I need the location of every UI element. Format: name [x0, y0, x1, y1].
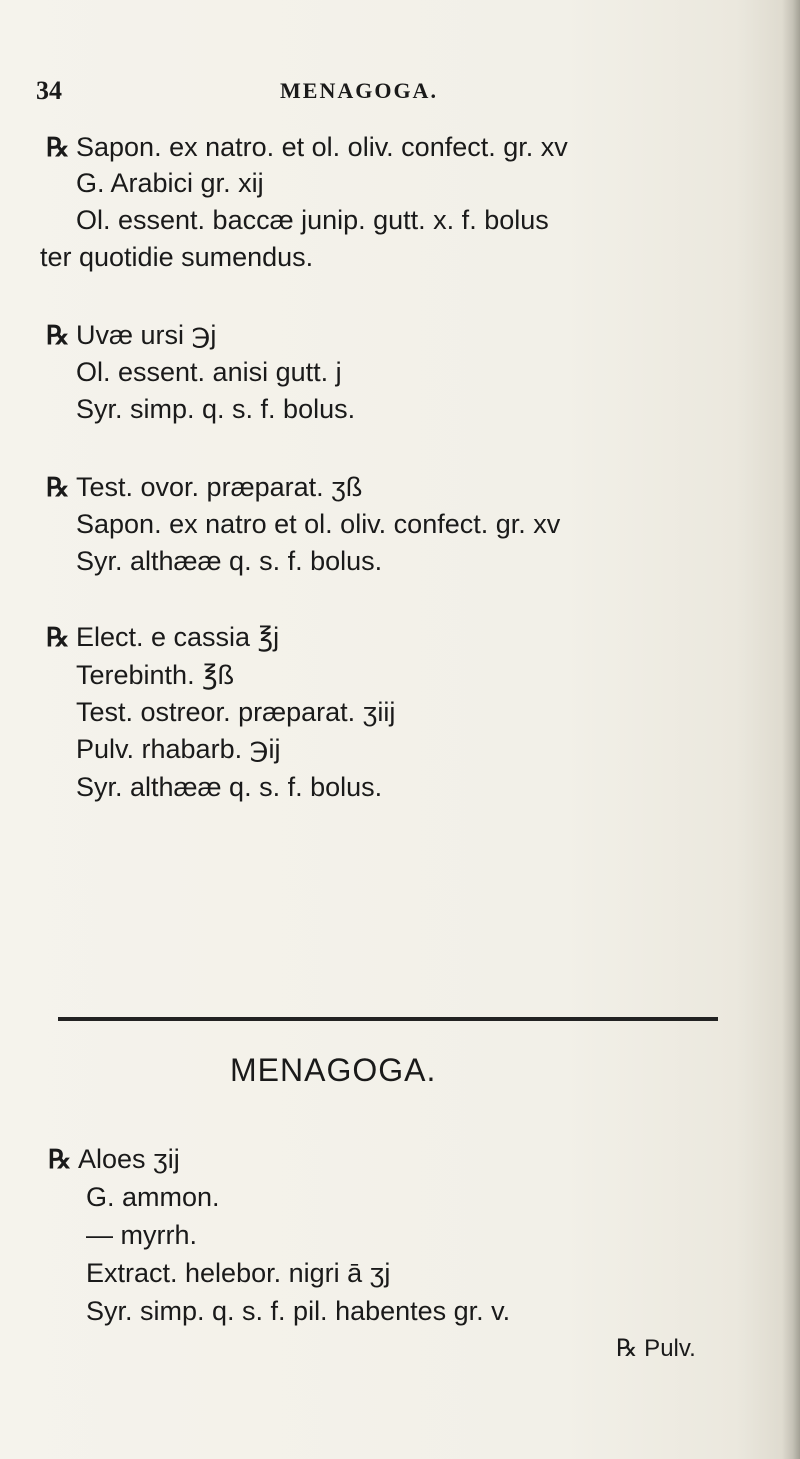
recipe-symbol: ℞ [46, 133, 70, 163]
section-formula-line-3: — myrrh. [86, 1220, 197, 1250]
section-formula-line-2: G. ammon. [86, 1182, 220, 1212]
running-title: MENAGOGA. [280, 78, 438, 103]
section-formula-line-1: ℞ Aloes ʒij [48, 1144, 180, 1175]
formula-3-line-1: ℞ Test. ovor. præparat. ʒß [46, 472, 363, 503]
formula-3-line-2: Sapon. ex natro et ol. oliv. confect. gr. xv [76, 509, 561, 539]
section-divider [58, 1017, 718, 1021]
formula-1-line-4: ter quotidie sumendus. [40, 242, 314, 272]
catchword: ℞ Pulv. [616, 1335, 696, 1362]
formula-4-line-5: Syr. althææ q. s. f. bolus. [76, 772, 383, 802]
recipe-symbol: ℞ [48, 1145, 72, 1175]
formula-4-line-1: ℞ Elect. e cassia ℥j [46, 622, 280, 653]
page-edge-shadow [782, 0, 800, 1459]
formula-4-line-2: Terebinth. ℥ß [76, 660, 235, 690]
page-number: 34 [36, 76, 62, 105]
formula-1-line-3: Ol. essent. baccæ junip. gutt. x. f. bolus [76, 205, 549, 235]
section-title: MENAGOGA. [230, 1052, 437, 1088]
formula-2-line-2: Ol. essent. anisi gutt. j [76, 357, 342, 387]
formula-2-line-3: Syr. simp. q. s. f. bolus. [76, 394, 356, 424]
formula-4-line-3: Test. ostreor. præparat. ʒiij [76, 697, 396, 727]
recipe-symbol: ℞ [46, 623, 70, 653]
formula-1-line-2: G. Arabici gr. xij [76, 168, 264, 198]
section-formula-line-4: Extract. helebor. nigri ā ʒj [86, 1258, 391, 1288]
recipe-symbol: ℞ [46, 473, 70, 503]
formula-3-line-3: Syr. althææ q. s. f. bolus. [76, 546, 383, 576]
recipe-symbol: ℞ [46, 321, 70, 351]
section-formula-line-5: Syr. simp. q. s. f. pil. habentes gr. v. [86, 1296, 511, 1326]
formula-4-line-4: Pulv. rhabarb. ℈ij [76, 734, 281, 764]
page-header [36, 60, 536, 110]
formula-1-line-1: ℞ Sapon. ex natro. et ol. oliv. confect. gr. xv [46, 132, 568, 163]
formula-2-line-1: ℞ Uvæ ursi ℈j [46, 320, 217, 351]
